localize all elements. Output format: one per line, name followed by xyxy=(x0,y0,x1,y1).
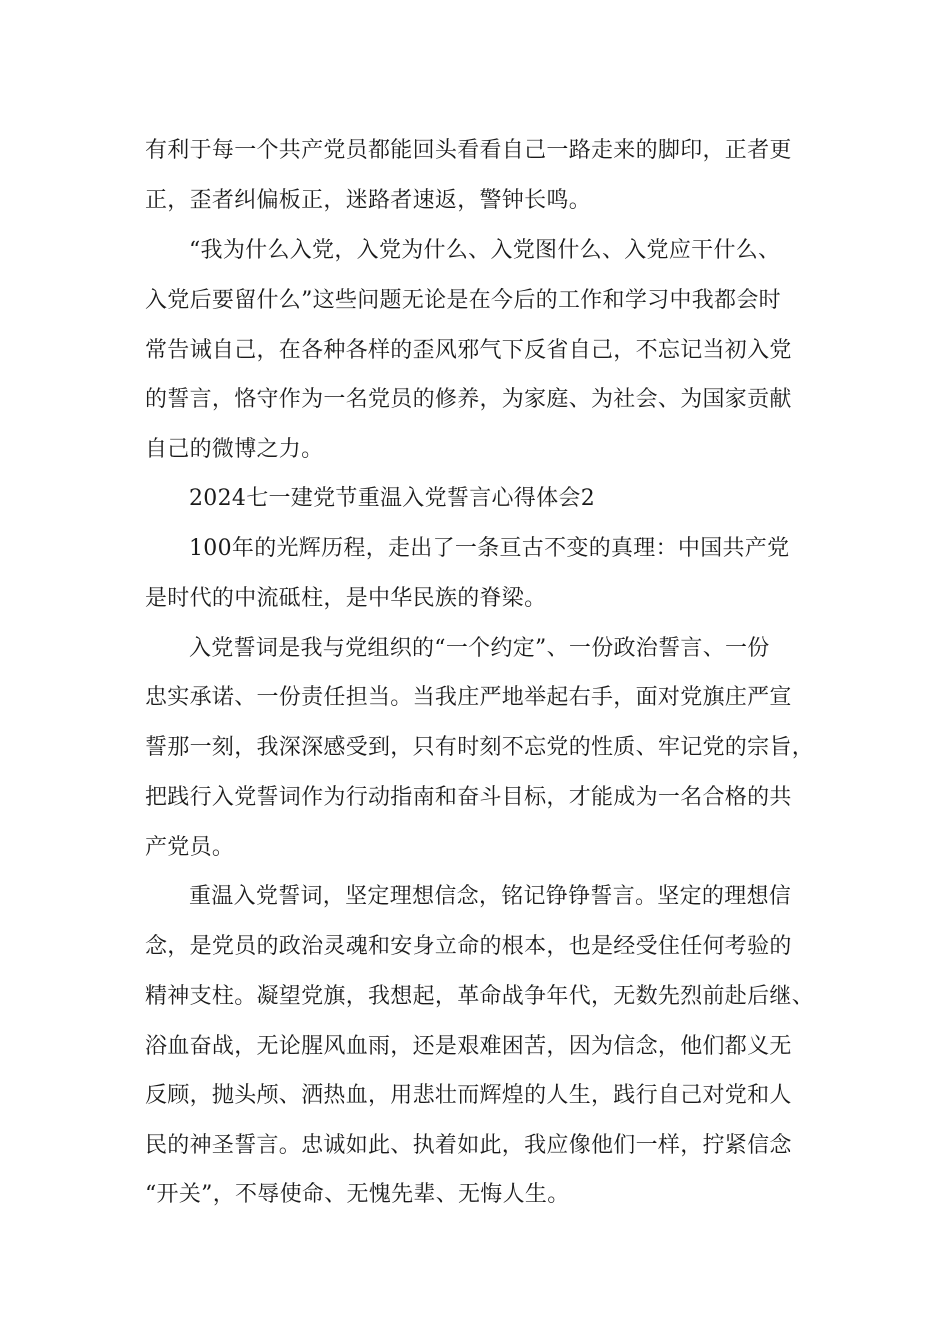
text-line: 精神支柱。凝望党旗，我想起，革命战争年代，无数先烈前赴后继、 xyxy=(145,984,815,1009)
text-line: 正，歪者纠偏板正，迷路者速返，警钟长鸣。 xyxy=(145,188,592,213)
text-line: 的誓言，恪守作为一名党员的修养，为家庭、为社会、为国家贡献 xyxy=(145,387,792,412)
text-line: 民的神圣誓言。忠诚如此、执着如此，我应像他们一样，拧紧信念 xyxy=(145,1133,792,1158)
text-line: 自己的微博之力。 xyxy=(145,437,324,462)
text-line: 常告诫自己，在各种各样的歪风邪气下反省自己，不忘记当初入党 xyxy=(145,338,792,363)
text-line: 产党员。 xyxy=(145,835,235,860)
text-line: 有利于每一个共产党员都能回头看看自己一路走来的脚印，正者更 xyxy=(145,138,792,163)
text-line: 是时代的中流砥柱，是中华民族的脊梁。 xyxy=(145,586,547,611)
text-line: 把践行入党誓词作为行动指南和奋斗目标，才能成为一名合格的共 xyxy=(145,785,792,810)
section-heading: 2024七一建党节重温入党誓言心得体会2 xyxy=(189,486,595,511)
text-line: “开关”，不辱使命、无愧先辈、无悔人生。 xyxy=(145,1182,570,1207)
text-line: 浴血奋战，无论腥风血雨，还是艰难困苦，因为信念，他们都义无 xyxy=(145,1034,792,1059)
text-line: 入党誓词是我与党组织的“一个约定”、一份政治誓言、一份 xyxy=(189,636,770,661)
text-line: 重温入党誓词，坚定理想信念，铭记铮铮誓言。坚定的理想信 xyxy=(189,884,792,909)
text-line: 忠实承诺、一份责任担当。当我庄严地举起右手，面对党旗庄严宣 xyxy=(145,685,792,710)
text-line: 100年的光辉历程，走出了一条亘古不变的真理：中国共产党 xyxy=(189,536,790,561)
text-line: 念，是党员的政治灵魂和安身立命的根本，也是经受住任何考验的 xyxy=(145,934,792,959)
text-line: 誓那一刻，我深深感受到，只有时刻不忘党的性质、牢记党的宗旨， xyxy=(145,735,815,760)
text-line: 反顾，抛头颅、洒热血，用悲壮而辉煌的人生，践行自己对党和人 xyxy=(145,1083,792,1108)
text-line: 入党后要留什么”这些问题无论是在今后的工作和学习中我都会时 xyxy=(145,288,781,313)
text-line: “我为什么入党，入党为什么、入党图什么、入党应干什么、 xyxy=(189,238,781,263)
